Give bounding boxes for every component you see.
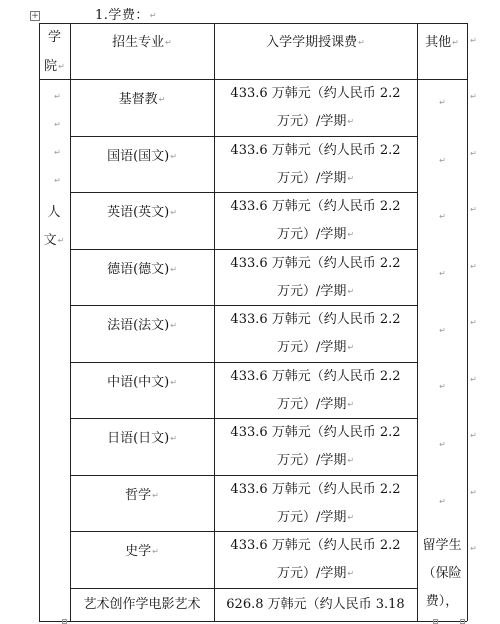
paragraph-mark: ↵ [347, 569, 355, 578]
paragraph-mark: ↵ [439, 326, 446, 335]
row-end-mark [468, 485, 478, 500]
fee-line-1: 626.8 万韩元（约人民币 3.18 [226, 596, 405, 612]
fee-cell [214, 419, 417, 475]
row-end-mark [468, 315, 478, 330]
paragraph-mark: ↵ [170, 151, 177, 161]
major-name: 艺术创作学电影艺术 [83, 596, 201, 612]
row-end-mark [468, 428, 478, 443]
paragraph-mark: ↵ [347, 286, 355, 296]
paragraph-mark: ↵ [170, 264, 177, 274]
paragraph-mark: ↵ [470, 318, 477, 327]
major-cell [70, 482, 214, 510]
college-empty-line [43, 229, 65, 248]
major-cell [70, 199, 214, 227]
other-note-line [415, 590, 469, 609]
paragraph-mark: ↵ [347, 173, 355, 183]
major-name: 国语(国文) [107, 148, 170, 164]
major-name: 日语(日文) [107, 431, 170, 446]
paragraph-mark: ↵ [54, 148, 61, 157]
paragraph-mark: ↵ [439, 440, 446, 449]
paragraph-mark: ↵ [439, 382, 446, 391]
paragraph-mark: ↵ [57, 236, 65, 245]
fee-cell [214, 476, 417, 532]
other-empty-line [417, 153, 467, 168]
paragraph-mark: ↵ [54, 176, 61, 185]
paragraph-mark: ↵ [152, 490, 159, 500]
paragraph-mark: ↵ [470, 205, 477, 214]
fee-line-1: 433.6 万韩元（约人民币 2.2 [230, 368, 401, 384]
fee-line-2: 万元）/学期↵ [276, 227, 355, 242]
header-fee [214, 31, 417, 50]
other-note-line [415, 534, 469, 553]
fee-line-2: 万元）/学期↵ [276, 340, 355, 355]
header-college [39, 31, 70, 89]
header-other-text: 其他 [425, 35, 452, 50]
paragraph-mark: ↵ [470, 262, 477, 271]
fee-cell [214, 193, 417, 249]
major-name: 史学 [125, 544, 152, 559]
college-empty-line [51, 89, 63, 104]
major-name: 基督教 [118, 92, 158, 107]
fee-cell [214, 363, 417, 419]
fee-line-2: 万元）/学期↵ [276, 509, 355, 525]
header-other [417, 31, 467, 50]
other-empty-line [417, 95, 467, 110]
paragraph-mark: ↵ [470, 36, 477, 45]
fee-line-1: 433.6 万韩元（约人民币 2.2 [230, 86, 401, 101]
paragraph-mark: ↵ [452, 38, 459, 47]
table-row-divider [70, 588, 417, 589]
fee-line-2: 万元）/学期↵ [276, 566, 355, 581]
major-name: 哲学 [125, 487, 152, 503]
other-empty-line [417, 437, 467, 452]
paragraph-mark: ↵ [170, 377, 177, 387]
major-name: 中语(中文) [107, 374, 170, 390]
fee-cell [214, 250, 417, 306]
fee-line-2: 万元）/学期↵ [276, 170, 355, 186]
other-note-text: 留学生 [422, 538, 462, 553]
other-empty-line [417, 494, 467, 509]
paragraph-mark: ↵ [439, 156, 446, 165]
header-fee-text: 入学学期授课费 [266, 35, 358, 50]
fee-cell [214, 137, 417, 193]
major-name: 英语(英文) [107, 205, 170, 220]
major-cell [70, 369, 214, 397]
header-major [70, 31, 214, 50]
college-empty-line [43, 201, 65, 220]
row-end-mark [468, 372, 478, 387]
row-end-mark [468, 259, 478, 274]
paragraph-mark: ↵ [470, 488, 477, 497]
other-note-text: 费）， [425, 594, 459, 609]
paragraph-mark: ↵ [470, 375, 477, 384]
paragraph-mark: ↵ [470, 92, 477, 101]
fee-line-2: 万元）/学期↵ [276, 396, 355, 412]
major-cell [70, 425, 214, 453]
table-vertical-border [39, 23, 40, 621]
paragraph-mark: ↵ [439, 212, 446, 221]
fee-line-1: 433.6 万韩元（约人民币 2.2 [230, 255, 401, 271]
paragraph-mark: ↵ [149, 11, 158, 20]
major-cell [70, 86, 214, 114]
college-empty-line [51, 173, 63, 188]
header-college-char: 院↵ [44, 59, 65, 74]
paragraph-mark: ↵ [58, 62, 65, 71]
paragraph-mark: ↵ [158, 95, 166, 104]
fee-line-1: 433.6 万韩元（约人民币 2.2 [230, 481, 401, 497]
row-end-mark [468, 202, 478, 217]
fee-line-1: 433.6 万韩元（约人民币 2.2 [230, 425, 401, 440]
paragraph-mark: ↵ [439, 269, 446, 278]
paragraph-mark: ↵ [152, 547, 159, 556]
other-empty-line [417, 266, 467, 281]
fee-line-2: 万元）/学期↵ [276, 453, 355, 468]
row-end-mark [468, 146, 478, 161]
major-cell [70, 538, 214, 566]
table-end-marker [62, 619, 67, 624]
row-end-mark [468, 541, 478, 556]
other-note-text: （保险 [422, 566, 462, 581]
other-empty-line [417, 379, 467, 394]
paragraph-mark: ↵ [347, 117, 355, 126]
paragraph-mark: ↵ [347, 230, 355, 239]
paragraph-mark: ↵ [347, 512, 355, 522]
paragraph-mark: ↵ [54, 92, 61, 101]
paragraph-mark: ↵ [470, 544, 477, 553]
major-cell [70, 312, 214, 340]
fee-line-1: 433.6 万韩元（约人民币 2.2 [230, 199, 401, 214]
fee-cell [214, 532, 417, 588]
college-name-char: 人 [47, 205, 61, 220]
college-empty-line [51, 145, 63, 160]
header-major-text: 招生专业 [112, 35, 165, 50]
paragraph-mark: ↵ [470, 431, 477, 440]
table-top-border [39, 23, 467, 24]
major-name: 德语(德文) [107, 261, 170, 277]
paragraph-mark: ↵ [170, 321, 177, 330]
fee-line-1: 433.6 万韩元（约人民币 2.2 [230, 142, 401, 158]
other-note-line [415, 562, 469, 581]
table-bottom-border [39, 621, 467, 622]
paragraph-mark: ↵ [170, 434, 177, 443]
paragraph-mark: ↵ [347, 399, 355, 409]
paragraph-mark: ↵ [54, 120, 61, 129]
college-name-char: 文 [43, 233, 57, 248]
row-end-mark [468, 33, 478, 48]
paragraph-mark: ↵ [358, 38, 365, 47]
paragraph-mark: ↵ [439, 497, 446, 506]
major-cell [70, 256, 214, 284]
header-college-char: 学 [47, 30, 61, 45]
paragraph-mark: ↵ [170, 208, 177, 217]
paragraph-mark: ↵ [439, 98, 446, 107]
fee-cell [214, 591, 417, 619]
fee-line-2: 万元）/学期↵ [276, 283, 355, 299]
paragraph-mark: ↵ [165, 38, 172, 47]
table-end-marker [460, 619, 465, 624]
section-heading [95, 4, 157, 23]
fee-cell [214, 80, 417, 136]
row-end-mark [468, 89, 478, 104]
section-heading-text: 1.学费： [95, 8, 149, 23]
fee-line-2: 万元）/学期↵ [276, 114, 355, 129]
table-vertical-border [417, 23, 418, 621]
table-end-marker [433, 619, 438, 624]
major-cell [70, 143, 214, 171]
college-empty-line [51, 117, 63, 132]
fee-line-1: 433.6 万韩元（约人民币 2.2 [230, 538, 401, 553]
paragraph-mark: ↵ [347, 456, 355, 465]
major-cell [70, 591, 214, 619]
paragraph-mark: ↵ [347, 343, 355, 352]
fee-cell [214, 306, 417, 362]
other-empty-line [417, 209, 467, 224]
major-name: 法语(法文) [107, 318, 170, 333]
other-empty-line [417, 323, 467, 338]
paragraph-mark: ↵ [470, 149, 477, 158]
fee-line-1: 433.6 万韩元（约人民币 2.2 [230, 312, 401, 327]
table-move-handle[interactable]: + [31, 11, 39, 21]
